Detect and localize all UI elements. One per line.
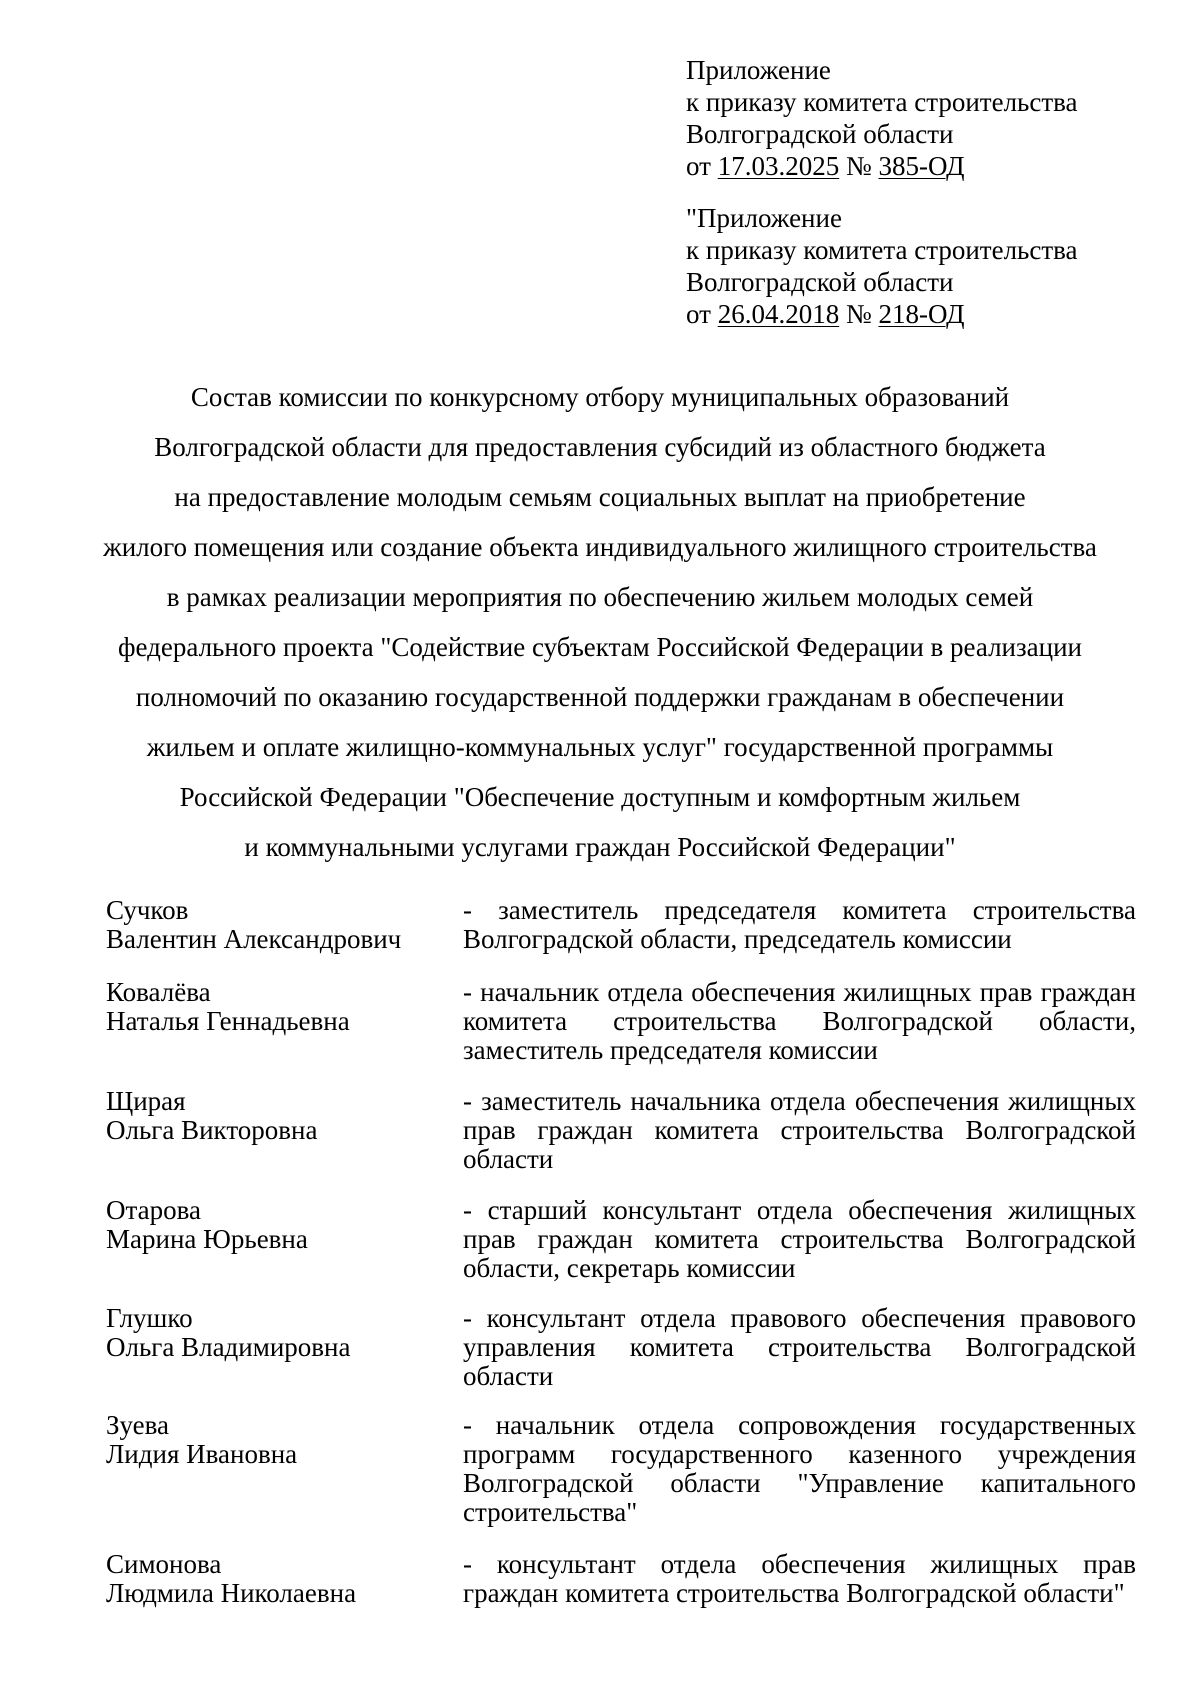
- appendix-number: 218-ОД: [878, 299, 965, 329]
- appendix-region: Волгоградской области: [686, 119, 954, 149]
- member-role: - заместитель председателя комитета строительства Волгоградской области, председатель комиссии: [463, 895, 1136, 954]
- member-given-names: Ольга Владимировна: [106, 1332, 351, 1362]
- appendix-block-2018: [686, 202, 1186, 330]
- commission-member: [106, 1087, 1136, 1174]
- title-line: полномочий по оказанию государственной поддержки гражданам в обеспечении: [135, 682, 1065, 712]
- member-role: - начальник отдела обеспечения жилищных прав граждан комитета строительства Волгоградской области, заместитель председателя комиссии: [463, 977, 1136, 1065]
- appendix-date: 26.04.2018: [717, 299, 840, 329]
- title-line: на предоставление молодым семьям социальных выплат на приобретение: [174, 482, 1026, 512]
- commission-member: [106, 1304, 1136, 1391]
- title-line: жильем и оплате жилищно-коммунальных услуг" государственной программы: [146, 732, 1054, 762]
- member-name: [106, 1087, 436, 1145]
- member-name: [106, 896, 436, 954]
- appendix-date: 17.03.2025: [717, 151, 840, 181]
- appendix-date-line: [686, 150, 1186, 182]
- member-surname: Сучков: [106, 895, 189, 925]
- member-surname: Симонова: [106, 1549, 222, 1579]
- member-name: [106, 1304, 436, 1362]
- commission-member: [106, 1196, 1136, 1283]
- member-surname: Отарова: [106, 1195, 201, 1225]
- appendix-heading: "Приложение: [686, 203, 842, 233]
- member-given-names: Ольга Викторовна: [106, 1115, 318, 1145]
- appendix-order-ref: к приказу комитета строительства: [686, 235, 1078, 265]
- title-line: федерального проекта "Содействие субъектам Российской Федерации в реализации: [118, 632, 1082, 662]
- appendix-from-label: от: [686, 151, 711, 181]
- appendix-date-line: [686, 298, 1186, 330]
- appendix-order-ref: к приказу комитета строительства: [686, 87, 1078, 117]
- member-surname: Щирая: [106, 1086, 186, 1116]
- appendix-block-2025: [686, 54, 1186, 182]
- appendix-region: Волгоградской области: [686, 267, 954, 297]
- appendix-number: 385-ОД: [878, 151, 965, 181]
- member-role: - старший консультант отдела обеспечения жилищных прав граждан комитета строительства Волгоградской области, секретарь комиссии: [463, 1195, 1136, 1283]
- member-role: - консультант отдела правового обеспечения правового управления комитета строительства Волгоградской области: [463, 1303, 1136, 1391]
- member-name: [106, 1550, 436, 1608]
- appendix-number-sign: №: [845, 151, 872, 181]
- member-role: - заместитель начальника отдела обеспечения жилищных прав граждан комитета строительства Волгоградской области: [463, 1086, 1136, 1174]
- member-given-names: Людмила Николаевна: [106, 1578, 357, 1608]
- member-surname: Глушко: [106, 1303, 193, 1333]
- document-title: [60, 372, 1140, 872]
- member-given-names: Наталья Геннадьевна: [106, 1006, 350, 1036]
- member-role: - консультант отдела обеспечения жилищных прав граждан комитета строительства Волгоградской области": [463, 1549, 1136, 1608]
- member-name: [106, 1196, 436, 1254]
- member-given-names: Лидия Ивановна: [106, 1439, 298, 1469]
- commission-member: [106, 1550, 1136, 1608]
- member-role: - начальник отдела сопровождения государственных программ государственного казенного учреждения Волгоградской области "Управление капитального строительства": [463, 1410, 1136, 1527]
- title-line: и коммунальными услугами граждан Российской Федерации": [244, 832, 956, 862]
- member-given-names: Марина Юрьевна: [106, 1224, 308, 1254]
- commission-member: [106, 1411, 1136, 1527]
- appendix-heading: Приложение: [686, 55, 831, 85]
- appendix-number-sign: №: [845, 299, 872, 329]
- commission-member: [106, 978, 1136, 1065]
- title-line: жилого помещения или создание объекта индивидуального жилищного строительства: [103, 532, 1097, 562]
- member-name: [106, 1411, 436, 1469]
- member-surname: Ковалёва: [106, 977, 211, 1007]
- title-line: в рамках реализации мероприятия по обеспечению жильем молодых семей: [166, 582, 1034, 612]
- member-given-names: Валентин Александрович: [106, 924, 402, 954]
- title-line: Волгоградской области для предоставления субсидий из областного бюджета: [154, 432, 1046, 462]
- title-line: Российской Федерации "Обеспечение доступным и комфортным жильем: [179, 782, 1021, 812]
- commission-member: [106, 896, 1136, 954]
- member-surname: Зуева: [106, 1410, 170, 1440]
- title-line: Состав комиссии по конкурсному отбору муниципальных образований: [190, 382, 1010, 412]
- member-name: [106, 978, 436, 1036]
- appendix-from-label: от: [686, 299, 711, 329]
